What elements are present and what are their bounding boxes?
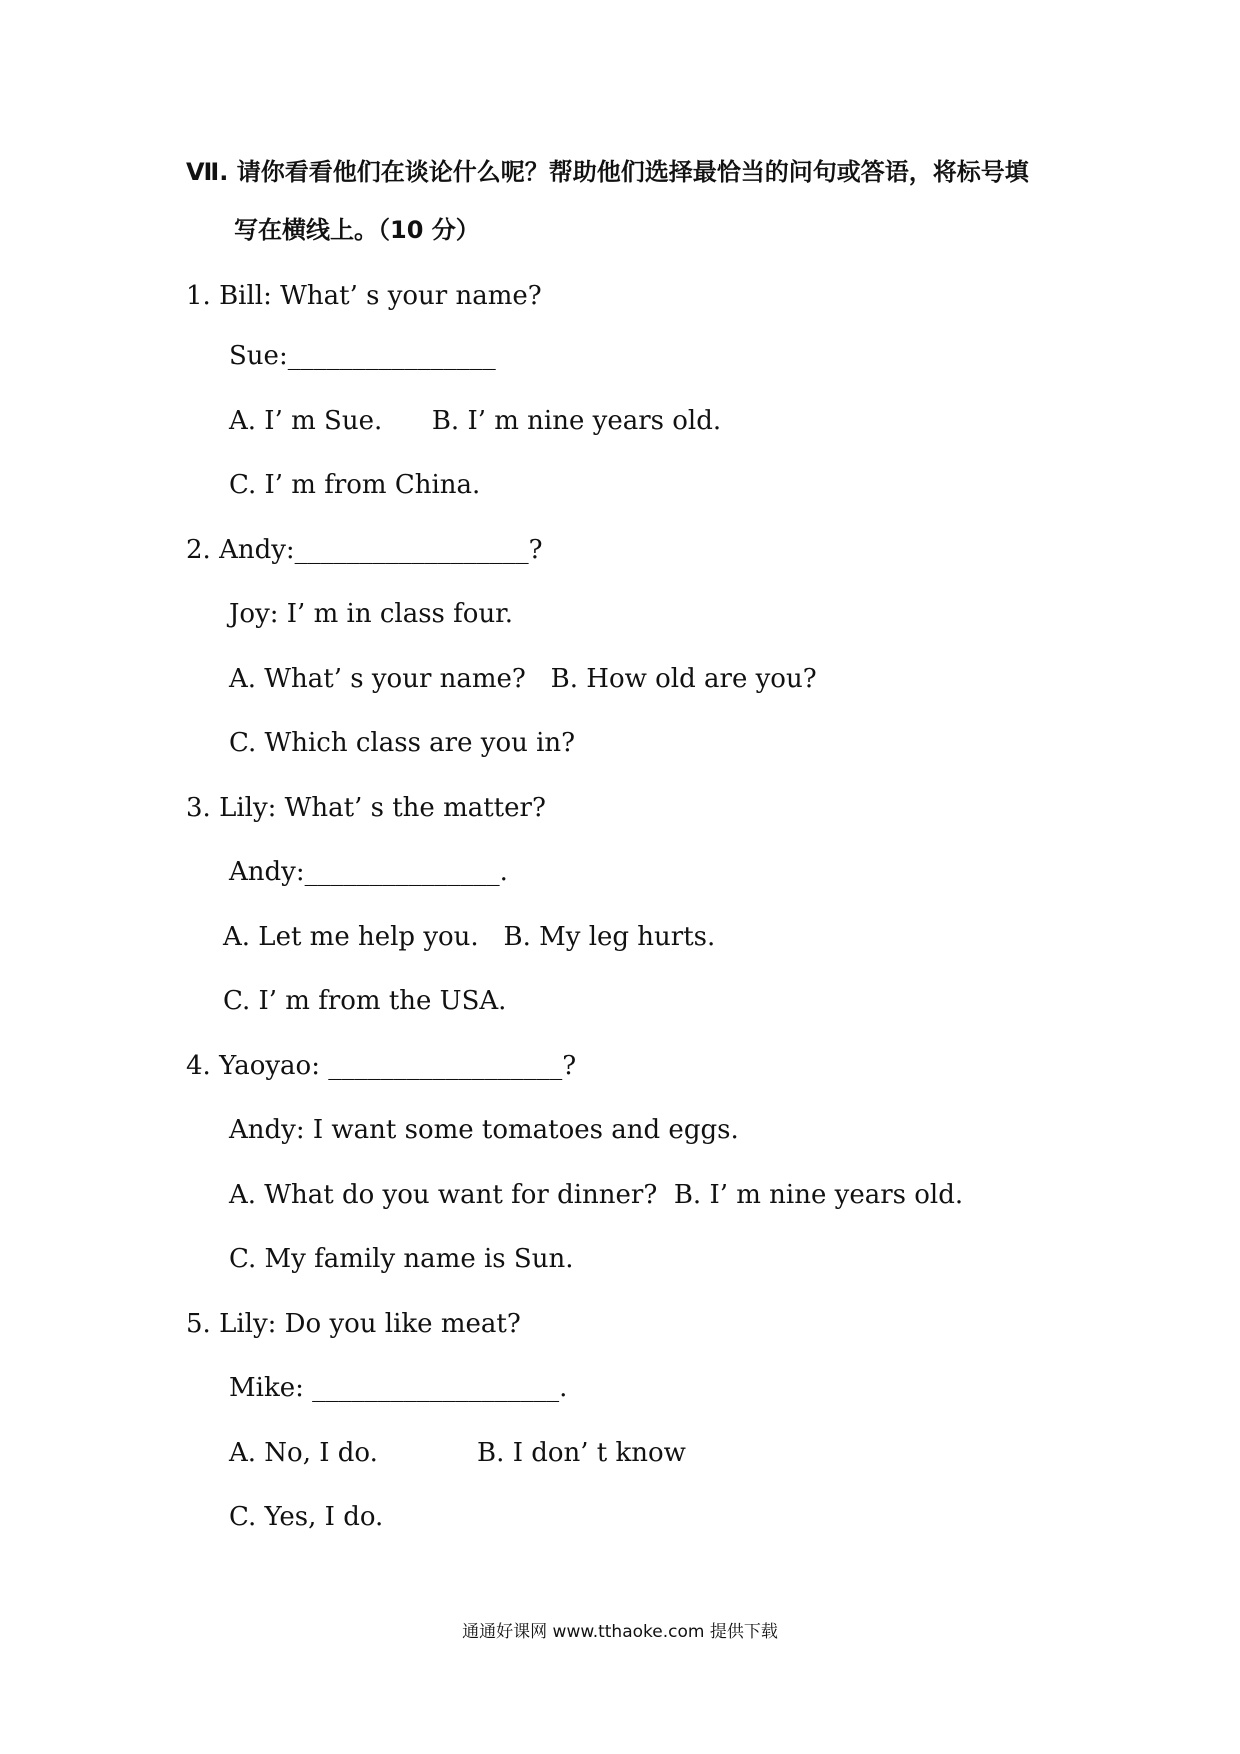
question-2-options-ab: A. What’ s your name? B. How old are you?: [229, 664, 817, 694]
question-2-option-c: C. Which class are you in?: [229, 728, 576, 758]
question-3-answer-blank: Andy:_______________.: [229, 857, 508, 887]
question-1-prompt: 1. Bill: What’ s your name?: [186, 281, 542, 311]
section-heading-line-2: 写在横线上。（10 分）: [234, 216, 480, 244]
question-5-prompt: 5. Lily: Do you like meat?: [186, 1309, 521, 1339]
question-3-prompt: 3. Lily: What’ s the matter?: [186, 793, 546, 823]
footer-credit: 通通好课网 www.tthaoke.com 提供下载: [462, 1622, 778, 1642]
question-4-option-c: C. My family name is Sun.: [229, 1244, 574, 1274]
question-1-options-ab: A. I’ m Sue. B. I’ m nine years old.: [229, 406, 722, 436]
question-3-options-ab: A. Let me help you. B. My leg hurts.: [223, 922, 716, 952]
question-2-reply: Joy: I’ m in class four.: [229, 599, 514, 629]
question-2-prompt: 2. Andy:__________________?: [186, 535, 543, 565]
section-heading-line-1: Ⅶ. 请你看看他们在谈论什么呢？帮助他们选择最恰当的问句或答语，将标号填: [186, 158, 1029, 186]
question-5-option-c: C. Yes, I do.: [229, 1502, 384, 1532]
question-5-options-ab: A. No, I do. B. I don’ t know: [229, 1438, 686, 1468]
question-4-prompt: 4. Yaoyao: __________________?: [186, 1051, 577, 1081]
question-1-answer-blank: Sue:________________: [229, 341, 496, 371]
question-5-answer-blank: Mike: ___________________.: [229, 1373, 568, 1403]
question-1-option-c: C. I’ m from China.: [229, 470, 481, 500]
question-4-options-ab: A. What do you want for dinner? B. I’ m nine years old.: [229, 1180, 964, 1210]
question-3-option-c: C. I’ m from the USA.: [223, 986, 507, 1016]
question-4-reply: Andy: I want some tomatoes and eggs.: [229, 1115, 739, 1145]
